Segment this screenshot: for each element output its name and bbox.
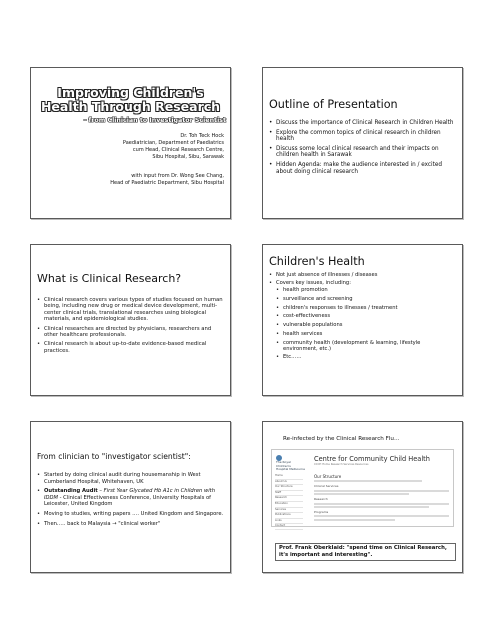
- bullet: • Started by doing clinical audit during housemanship in West Cumberland Hospital, Whitehaven, UK: [37, 472, 224, 485]
- author-role-2: cum Head, Clinical Research Centre,: [132, 147, 224, 153]
- text-placeholder: [314, 493, 409, 495]
- slide-4-bullets: [269, 272, 456, 363]
- bullet: • Then….. back to Malaysia → "clinical worker": [37, 521, 224, 528]
- site-heading-programs: Programs: [314, 509, 329, 514]
- bullet-outstanding-audit: [37, 488, 224, 508]
- site-subheader: CCCH Home Research Services Resources: [314, 463, 369, 466]
- bullet: • Clinical research is about up-to-date evidence-based medical practices.: [37, 341, 224, 354]
- site-body: [314, 474, 449, 522]
- bullet: • Explore the common topics of clinical research in children health: [269, 130, 456, 143]
- author-name: Dr. Toh Teck Hock: [180, 133, 224, 139]
- site-nav-item: Education: [275, 502, 303, 508]
- site-nav-item: Home: [275, 474, 303, 480]
- site-nav-item: Our Structure: [275, 485, 303, 491]
- author-role: Paediatrician, Department of Paediatrics: [122, 140, 224, 146]
- sub-bullet: • children's responses to illnesses / treatment: [269, 305, 456, 311]
- site-section-title: Our Structure: [314, 474, 342, 479]
- slide-1: [30, 67, 231, 219]
- bullet: • Covers key issues, including:: [269, 280, 456, 286]
- sub-bullet: • health promotion: [269, 287, 456, 293]
- site-nav-item: Publications: [275, 513, 303, 519]
- site-nav-item: Research: [275, 496, 303, 502]
- bullet: • Clinical research covers various types of studies focused on human being, including new drug or medical device development, multi-center clinical trials, translational researches using biological materials, and epidemiological studies.: [37, 297, 224, 323]
- logo-line-1: The Royal Children's: [276, 460, 291, 468]
- slide-2-bullets: [269, 120, 456, 178]
- sub-bullet: • cost-effectiveness: [269, 313, 456, 319]
- slide-5-bullets: [37, 472, 224, 530]
- slide-5-title: From clinician to "investigator scientist":: [37, 452, 191, 461]
- text-placeholder: [314, 519, 395, 521]
- text-placeholder: [314, 480, 422, 482]
- site-heading-research: Research: [314, 497, 328, 502]
- site-nav-item: Links: [275, 519, 303, 525]
- slide-3-title: What is Clinical Research?: [37, 272, 182, 285]
- text-placeholder: [314, 503, 449, 505]
- slide-3-bullets: [37, 297, 224, 357]
- bullet: • Discuss some local clinical research and their impacts on children health in Sarawak: [269, 146, 456, 159]
- author-block: [44, 133, 224, 161]
- slide-4-title: Children's Health: [269, 255, 365, 268]
- site-heading-clinical: Clinical Services: [314, 484, 339, 489]
- input-line-2: Head of Paediatric Department, Sibu Hospital: [110, 180, 224, 186]
- slide-4: [262, 244, 463, 396]
- bullet: • Not just absence of illnesses / diseases: [269, 272, 456, 278]
- slide-6-title: Re-infected by the Clinical Research Flu…: [283, 436, 400, 442]
- slide-2-title: Outline of Presentation: [269, 98, 398, 111]
- title-line-1: Improving Children's: [57, 85, 204, 100]
- slide-6: [262, 421, 463, 573]
- sub-bullet: • health services: [269, 331, 456, 337]
- input-line-1: with input from Dr. Wong See Chang,: [131, 173, 224, 179]
- slide-1-subtitle: - from Clinician to Investigator Scientist: [83, 117, 226, 124]
- site-nav-item: About Us: [275, 480, 303, 486]
- site-nav-item: Services: [275, 508, 303, 514]
- slide-2: [262, 67, 463, 219]
- sub-bullet: • vulnerable populations: [269, 322, 456, 328]
- sub-bullet: • Etc……: [269, 354, 456, 360]
- oberklaid-quote: Prof. Frank Oberklaid: "spend time on Clinical Research, it's important and interesting".: [275, 543, 456, 561]
- website-screenshot: [271, 449, 454, 527]
- bullet: • Hidden Agenda: make the audience interested in / excited about doing clinical research: [269, 162, 456, 175]
- audit-rest: - Clinical Effectiveness Conference, University Hospitals of Leicester, United Kingdom: [44, 494, 211, 508]
- text-placeholder: [314, 506, 429, 508]
- sub-bullet: • surveillance and screening: [269, 296, 456, 302]
- logo-line-2: Hospital Melbourne: [276, 467, 306, 472]
- input-credit: [34, 173, 224, 187]
- audit-dash: –: [97, 488, 104, 495]
- site-nav-item: Contact: [275, 524, 303, 530]
- site-nav-item: Staff: [275, 491, 303, 497]
- bullet: • Moving to studies, writing papers …. United Kingdom and Singapore.: [37, 511, 224, 518]
- hospital-logo: [276, 455, 306, 471]
- bullet: • Discuss the importance of Clinical Research in Children Health: [269, 120, 456, 127]
- slide-1-title: [31, 86, 230, 114]
- site-header: Centre for Community Child Health: [314, 455, 430, 463]
- author-hospital: Sibu Hospital, Sibu, Sarawak: [152, 154, 224, 160]
- text-placeholder: [314, 515, 449, 517]
- slide-3: [30, 244, 231, 396]
- slide-5: [30, 421, 231, 573]
- site-nav: [275, 474, 303, 530]
- audit-title: First Year Glycated Hb A1c in Children with IDDM: [44, 488, 215, 501]
- audit-label: Outstanding Audit: [44, 488, 98, 495]
- sub-bullet: • community health (development & learning, lifestyle environment, etc.): [269, 340, 456, 352]
- title-line-2: Health Through Research: [40, 99, 221, 114]
- text-placeholder: [314, 490, 449, 492]
- bullet: • Clinical researches are directed by physicians, researchers and other healthcare professionals.: [37, 326, 224, 339]
